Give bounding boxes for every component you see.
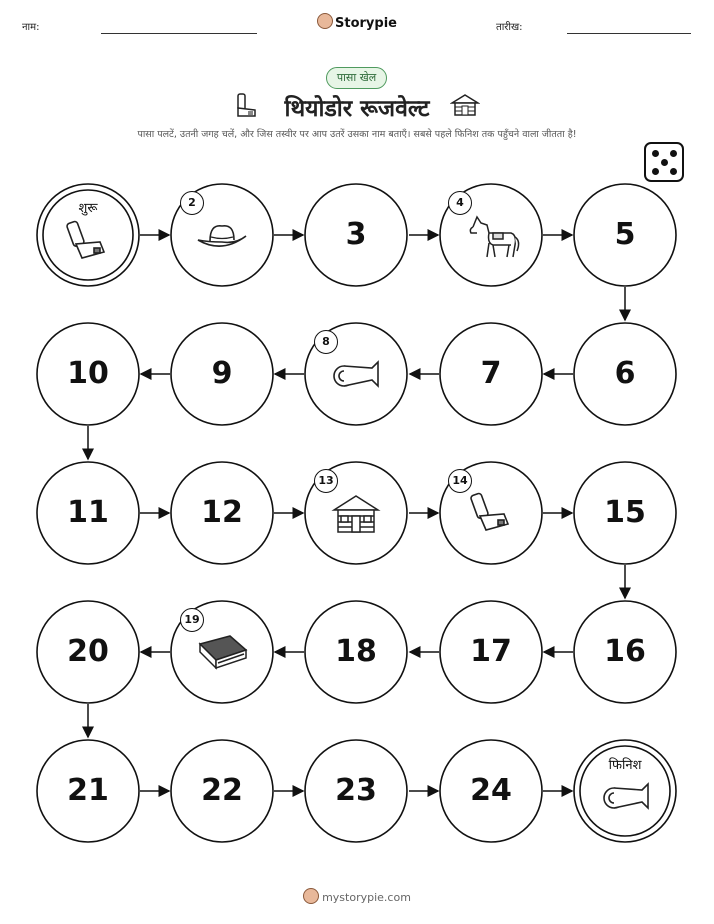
start-label: शुरू	[78, 201, 98, 216]
cell-number: 21	[67, 773, 109, 808]
cell-number: 16	[604, 634, 646, 669]
footer-site: mystorypie.com	[322, 891, 411, 904]
page-title: थियोडोर रूजवेल्ट	[284, 96, 430, 122]
name-label: नाम:	[22, 22, 40, 33]
cell-number-badge: 14	[448, 469, 472, 493]
brand-name: Storypie	[335, 16, 397, 31]
cell-number: 6	[614, 356, 636, 391]
instructions: पासा पलटें, उतनी जगह चलें, और जिस तस्वीर पर आप उतरें उसका नाम बताएँ। सबसे पहले फिनिश तक पहुँचने वाला जीतता है!	[137, 129, 577, 140]
cell-number-badge: 2	[180, 191, 204, 215]
cell-number: 10	[67, 356, 109, 391]
game-type-badge: पासा खेल	[326, 67, 387, 89]
cell-number: 15	[604, 495, 646, 530]
footer	[0, 888, 714, 904]
cell-number: 24	[470, 773, 512, 808]
cell-number: 23	[335, 773, 377, 808]
cell-number: 9	[211, 356, 233, 391]
cell-number: 11	[67, 495, 109, 530]
cell-number-badge: 4	[448, 191, 472, 215]
cell-number: 3	[345, 217, 367, 252]
cell-number: 22	[201, 773, 243, 808]
date-label: तारीख:	[496, 22, 523, 33]
cell-number-badge: 8	[314, 330, 338, 354]
cell-number: 7	[480, 356, 502, 391]
storypie-logo-icon	[303, 888, 319, 904]
cell-number: 20	[67, 634, 109, 669]
cell-number-badge: 13	[314, 469, 338, 493]
cell-number: 17	[470, 634, 512, 669]
finish-label: फिनिश	[608, 758, 642, 773]
cell-number: 5	[614, 217, 636, 252]
cell-number: 12	[201, 495, 243, 530]
cell-number: 18	[335, 634, 377, 669]
cell-number-badge: 19	[180, 608, 204, 632]
